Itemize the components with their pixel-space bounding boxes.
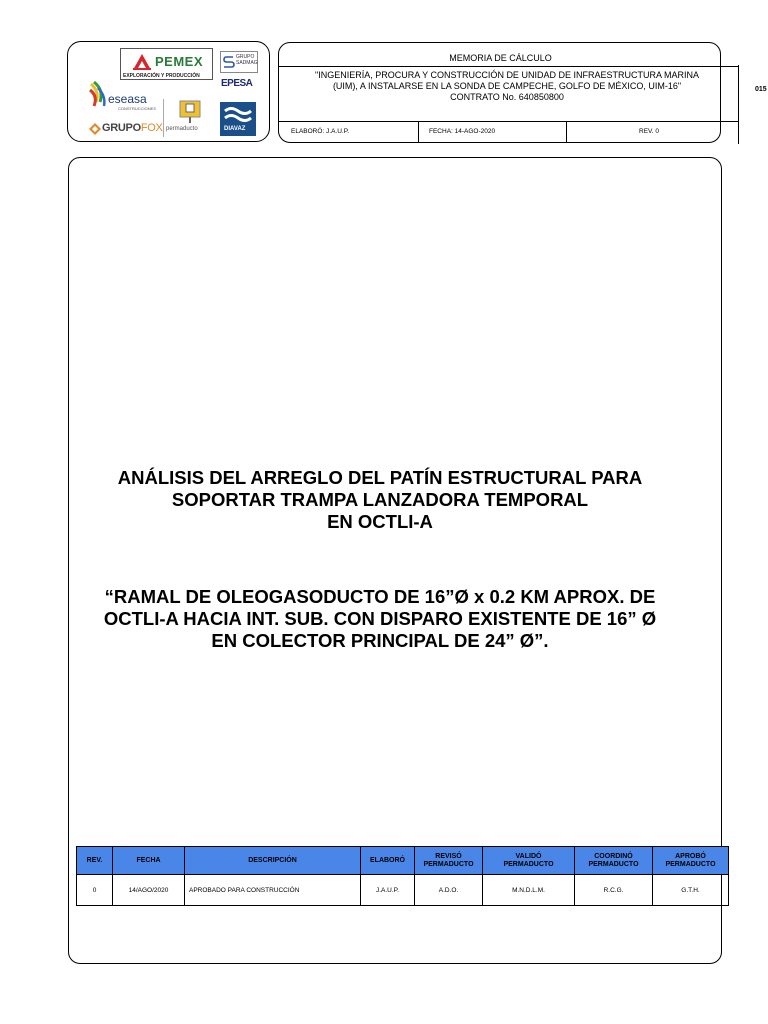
- sadmag-text: GRUPO SADMAG: [236, 54, 258, 66]
- elaboro-field: ELABORÓ: J.A.U.P.: [291, 128, 350, 135]
- cell-coordino: R.C.G.: [575, 875, 653, 906]
- document-header: [278, 42, 721, 143]
- header-rev: REV.: [77, 847, 113, 875]
- page-number: 015: [755, 86, 767, 93]
- pemex-eagle-icon: [131, 52, 153, 72]
- eseasa-swirl-icon: [88, 80, 110, 114]
- cell-reviso: A.D.O.: [415, 875, 483, 906]
- project-line-1: "INGENIERÍA, PROCURA Y CONSTRUCCIÓN DE UNIDAD DE INFRAESTRUCTURA MARINA: [315, 70, 699, 80]
- cell-elaboro: J.A.U.P.: [361, 875, 415, 906]
- header-reviso-1: REVISÓ: [435, 852, 462, 860]
- grupofox-text: [102, 122, 163, 134]
- cell-descripcion: APROBADO PARA CONSTRUCCIÓN: [185, 875, 361, 906]
- header-descripcion: DESCRIPCIÓN: [185, 847, 361, 875]
- header-divider-bottom: [279, 121, 739, 122]
- permaducto-text: permaducto: [166, 126, 198, 132]
- document-title: [68, 467, 692, 533]
- header-col-divider-2: [566, 121, 567, 143]
- grupofox-icon: [89, 123, 101, 135]
- page-column-divider: [738, 65, 739, 144]
- epesa-logo: [220, 76, 258, 98]
- header-elaboro: ELABORÓ: [361, 847, 415, 875]
- subtitle-line-1: “RAMAL DE OLEOGASODUCTO DE 16”Ø x 0.2 KM APROX. DE: [104, 586, 656, 607]
- header-reviso: [415, 847, 483, 875]
- grupofox-accent: FOX: [140, 122, 163, 134]
- header-coordino: [575, 847, 653, 875]
- header-divider-top: [279, 66, 739, 67]
- title-line-3: EN OCTLI-A: [327, 511, 433, 532]
- permaducto-logo: [163, 99, 213, 137]
- cell-aprobo: G.T.H.: [653, 875, 729, 906]
- revision-table: [76, 846, 729, 906]
- revision-header-row: [77, 847, 729, 875]
- subtitle-line-3: EN COLECTOR PRINCIPAL DE 24” Ø”.: [211, 630, 549, 651]
- title-line-1: ANÁLISIS DEL ARREGLO DEL PATÍN ESTRUCTURAL PARA: [117, 467, 643, 488]
- header-coordino-2: PERMADUCTO: [588, 860, 639, 868]
- grupofox-logo: [86, 120, 162, 138]
- title-line-2: SOPORTAR TRAMPA LANZADORA TEMPORAL: [171, 489, 589, 510]
- header-aprobo-2: PERMADUCTO: [665, 860, 716, 868]
- cell-rev: 0: [77, 875, 113, 906]
- header-aprobo: [653, 847, 729, 875]
- header-col-divider-1: [418, 121, 419, 143]
- logos-box: [67, 41, 270, 142]
- diavaz-text: DIAVAZ: [224, 126, 246, 132]
- cell-fecha: 14/AGO/2020: [113, 875, 185, 906]
- project-line-3: CONTRATO No. 640850800: [450, 92, 564, 102]
- grupofox-main: GRUPO: [102, 122, 141, 134]
- subtitle-line-2: OCTLI-A HACIA INT. SUB. CON DISPARO EXISTENTE DE 16” Ø: [103, 608, 657, 629]
- sadmag-logo: [220, 51, 258, 73]
- header-fecha: FECHA: [113, 847, 185, 875]
- header-aprobo-1: APROBÓ: [675, 852, 706, 860]
- pemex-name: PEMEX: [155, 54, 204, 69]
- eseasa-text: eseasa: [108, 92, 147, 106]
- cover-frame: [68, 157, 722, 964]
- fecha-field: FECHA: 14-AGO-2020: [429, 128, 496, 135]
- cell-valido: M.N.D.L.M.: [483, 875, 575, 906]
- permaducto-icon: [179, 100, 201, 124]
- document-type: MEMORIA DE CÁLCULO: [449, 53, 552, 63]
- rev-field: REV. 0: [639, 128, 659, 135]
- project-line-2: (UIM), A INSTALARSE EN LA SONDA DE CAMPECHE, GOLFO DE MÉXICO, UIM-16": [332, 81, 682, 91]
- document-subtitle: [68, 586, 692, 652]
- eseasa-subtitle: CONSTRUCCIONES: [118, 106, 157, 111]
- pemex-subtitle: EXPLORACIÓN Y PRODUCCIÓN: [123, 73, 200, 79]
- project-description: [281, 70, 733, 103]
- eseasa-logo: [88, 80, 170, 118]
- diavaz-logo: [220, 102, 256, 136]
- pemex-logo: [120, 48, 213, 80]
- diavaz-wave-icon: [224, 105, 252, 125]
- header-coordino-1: COORDINÓ: [594, 852, 633, 860]
- sadmag-icon: [223, 55, 235, 69]
- header-valido-2: PERMADUCTO: [503, 860, 554, 868]
- epesa-text: EPESA: [221, 78, 253, 89]
- header-valido-1: VALIDÓ: [515, 852, 542, 860]
- table-row: [77, 875, 729, 906]
- header-reviso-2: PERMADUCTO: [423, 860, 474, 868]
- header-valido: [483, 847, 575, 875]
